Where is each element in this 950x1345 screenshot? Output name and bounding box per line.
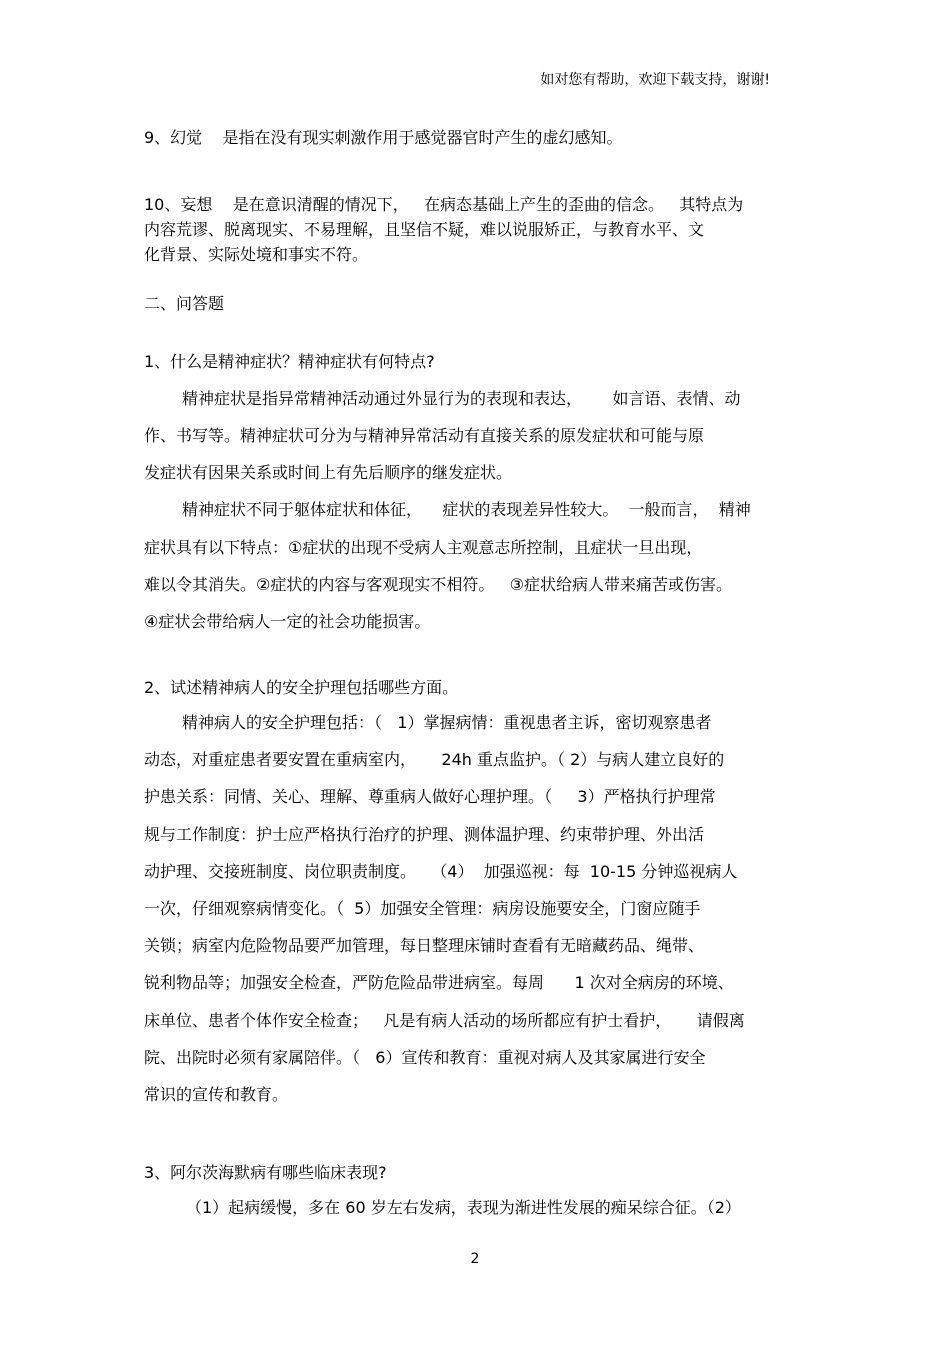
answer-2-line-11: 常识的宣传和教育。 xyxy=(144,1085,289,1104)
answer-2-line-5: 动护理、交接班制度、岗位职责制度。 （4） 加强巡视：每 10-15 分钟巡视病人 xyxy=(144,862,738,881)
answer-1-line-6: 难以令其消失。②症状的内容与客观现实不相符。 ③症状给病人带来痛苦或伤害。 xyxy=(144,575,732,594)
answer-2-line-10: 院、出院时必须有家属陪伴。（ 6）宣传和教育：重视对病人及其家属进行安全 xyxy=(144,1048,706,1067)
question-1: 1、什么是精神症状？精神症状有何特点? xyxy=(144,352,435,371)
answer-1-line-3: 发症状有因果关系或时间上有先后顺序的继发症状。 xyxy=(144,463,513,482)
page-number: 2 xyxy=(470,1251,480,1267)
definition-delusion-line-2: 内容荒谬、脱离现实、不易理解，且坚信不疑，难以说服矫正，与教育水平、文 xyxy=(144,220,705,239)
header-note: 如对您有帮助，欢迎下载支持，谢谢! xyxy=(540,72,770,88)
answer-1-line-2: 作、书写等。精神症状可分为与精神异常活动有直接关系的原发症状和可能与原 xyxy=(144,426,705,445)
definition-hallucination: 9、幻觉 是指在没有现实刺激作用于感觉器官时产生的虚幻感知。 xyxy=(144,128,623,147)
question-3: 3、阿尔茨海默病有哪些临床表现? xyxy=(144,1163,387,1182)
answer-2-line-9: 床单位、患者个体作安全检查； 凡是有病人活动的场所都应有护士看护， 请假离 xyxy=(144,1011,745,1030)
definition-delusion-line-3: 化背景、实际处境和事实不符。 xyxy=(144,245,369,264)
answer-1-line-7: ④症状会带给病人一定的社会功能损害。 xyxy=(144,612,431,631)
answer-2-line-3: 护患关系：同情、关心、理解、尊重病人做好心理护理。（ 3）严格执行护理常 xyxy=(144,787,716,806)
definition-delusion-line-1: 10、妄想 是在意识清醒的情况下， 在病态基础上产生的歪曲的信念。 其特点为 xyxy=(144,195,744,214)
question-2: 2、试述精神病人的安全护理包括哪些方面。 xyxy=(144,678,459,697)
answer-2-line-8: 锐利物品等；加强安全检查，严防危险品带进病室。每周 1 次对全病房的环境、 xyxy=(144,973,734,992)
answer-2-line-4: 规与工作制度：护士应严格执行治疗的护理、测体温护理、约束带护理、外出活 xyxy=(144,825,705,844)
answer-2-line-7: 关锁；病室内危险物品要严加管理，每日整理床铺时查看有无暗藏药品、绳带、 xyxy=(144,936,705,955)
answer-1-line-1: 精神症状是指异常精神活动通过外显行为的表现和表达， 如言语、表情、动 xyxy=(182,389,741,408)
answer-2-line-1: 精神病人的安全护理包括：（ 1）掌握病情：重视患者主诉，密切观察患者 xyxy=(182,713,712,732)
answer-2-line-2: 动态，对重症患者要安置在重病室内， 24h 重点监护。（ 2）与病人建立良好的 xyxy=(144,750,725,769)
answer-3-line-1: （1）起病缓慢，多在 60 岁左右发病，表现为渐进性发展的痴呆综合征。（2） xyxy=(186,1198,741,1217)
answer-1-line-5: 症状具有以下特点：①症状的出现不受病人主观意志所控制，且症状一旦出现， xyxy=(144,538,703,557)
section-heading: 二、问答题 xyxy=(144,294,225,313)
answer-2-line-6: 一次，仔细观察病情变化。（ 5）加强安全管理：病房设施要安全，门窗应随手 xyxy=(144,899,701,918)
answer-1-line-4: 精神症状不同于躯体症状和体征， 症状的表现差异性较大。 一般而言， 精神 xyxy=(182,500,751,519)
